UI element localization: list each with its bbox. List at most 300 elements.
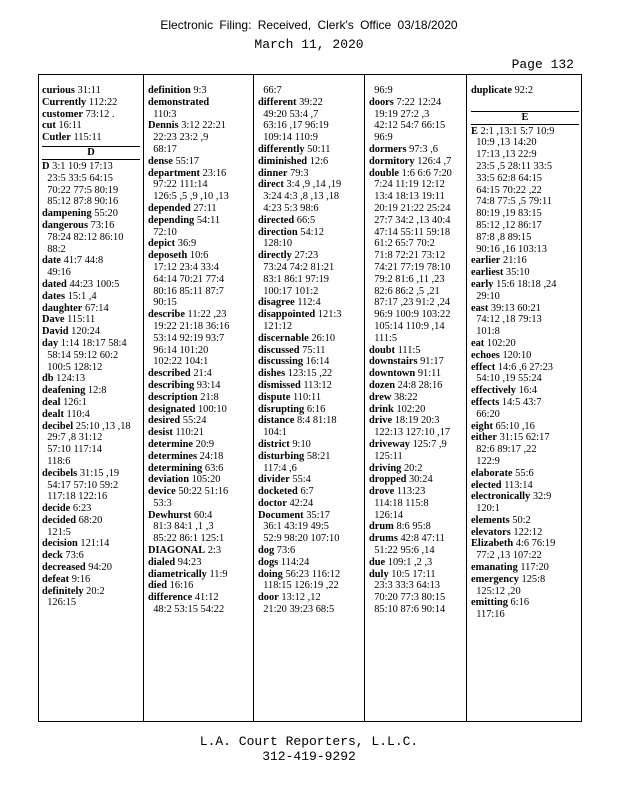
page-line-refs: 17:13 ,13 22:9 (471, 149, 537, 161)
index-entry (258, 238, 361, 250)
index-entry (471, 562, 579, 574)
page-line-refs: 102:20 (396, 403, 426, 415)
index-column-3 (258, 85, 361, 616)
page-line-refs: 87:17 ,23 91:2 ,24 (369, 297, 451, 309)
index-entry (258, 120, 361, 132)
page-line-refs: 66:20 (471, 408, 500, 420)
page-line-refs: 48:2 53:15 54:22 (148, 604, 225, 616)
index-word: effect (471, 361, 496, 373)
index-entry (148, 545, 250, 557)
page-line-refs: 79:2 81:6 ,11 ,23 (369, 273, 445, 285)
page-line-refs: 3:4 ,9 ,14 ,19 (286, 179, 342, 191)
index-entry (42, 173, 140, 185)
page-line-refs: 120:1 (471, 503, 500, 515)
index-entry (369, 238, 463, 250)
page-line-refs: 35:17 (306, 509, 330, 521)
page-line-refs: 91:17 (420, 356, 444, 368)
page-line-refs: 11:22 ,23 (187, 309, 227, 321)
index-entry (369, 427, 463, 439)
page-line-refs: 53:3 (148, 497, 172, 509)
page-line-refs: 94:20 (88, 562, 112, 574)
index-entry (369, 132, 463, 144)
index-word: directed (258, 214, 295, 226)
index-entry (258, 368, 361, 380)
index-word: double (369, 167, 400, 179)
index-entry (258, 179, 361, 191)
page-line-refs: 14:6 ,6 27:23 (497, 361, 553, 373)
index-entry (258, 580, 361, 592)
index-word: eat (471, 337, 485, 349)
index-entry (471, 597, 579, 609)
index-entry (369, 262, 463, 274)
page-line-refs: 6:16 (306, 403, 326, 415)
index-entry (258, 345, 361, 357)
page-line-refs: 66:5 (296, 214, 316, 226)
page-line-refs: 55:17 (175, 155, 200, 167)
index-entry (42, 597, 140, 609)
index-entry (42, 244, 140, 256)
index-entry (42, 538, 140, 550)
index-entry (42, 161, 140, 173)
index-entry (369, 309, 463, 321)
page-line-refs: 73:16 (90, 219, 115, 231)
index-word: emergency (471, 573, 519, 585)
page-line-refs: 58:14 59:12 60:2 (42, 349, 119, 361)
index-word: effectively (471, 385, 516, 397)
index-entry (148, 474, 250, 486)
index-word: customer (42, 108, 83, 120)
index-entry (471, 350, 579, 362)
index-word: driving (369, 462, 402, 474)
index-entry (148, 144, 250, 156)
index-entry (148, 109, 250, 121)
index-entry (42, 97, 140, 109)
index-entry (258, 356, 361, 368)
index-word: dinner (258, 167, 288, 179)
index-entry (369, 533, 463, 545)
index-entry (471, 173, 579, 185)
index-entry (148, 486, 250, 498)
index-entry (148, 286, 250, 298)
index-entry (471, 303, 579, 315)
page-line-refs: 1:6 6:6 7:20 (401, 167, 452, 179)
page-line-refs: 58:21 (306, 450, 331, 462)
page-line-refs: 110:4 (66, 408, 90, 420)
page-line-refs: 57:10 117:14 (42, 444, 102, 456)
page-line-refs: 111:5 (369, 332, 398, 344)
index-entry (42, 314, 140, 326)
page-line-refs: 115:11 (73, 132, 102, 144)
index-word: Dewhurst (148, 509, 192, 521)
index-entry (148, 238, 250, 250)
index-entry (148, 345, 250, 357)
index-entry (471, 267, 579, 279)
index-entry (148, 498, 250, 510)
index-entry (369, 297, 463, 309)
index-entry (42, 574, 140, 586)
page-number: Page 132 (511, 57, 574, 72)
index-word: duly (369, 568, 389, 580)
index-column-5 (471, 85, 579, 621)
index-word: elevators (471, 526, 511, 538)
page-line-refs: 120:24 (71, 326, 101, 338)
index-word: early (471, 278, 494, 290)
page-line-refs: 19:19 27:2 ,3 (369, 108, 430, 120)
index-entry (258, 498, 361, 510)
page-line-refs: 104:1 (258, 427, 287, 439)
page-line-refs: 110:21 (175, 427, 204, 439)
page-line-refs: 72:10 (148, 226, 177, 238)
page-line-refs: 11:9 (209, 568, 228, 580)
page-line-refs: 114:24 (280, 556, 310, 568)
index-entry (471, 432, 579, 444)
index-word: date (42, 255, 62, 267)
page-line-refs: 121:12 (258, 320, 293, 332)
page-line-refs: 27:11 (193, 202, 217, 214)
page-line-refs: 105:20 (191, 474, 221, 486)
index-word: depending (148, 214, 195, 226)
index-entry (369, 144, 463, 156)
page-line-refs: 9:10 (292, 438, 311, 450)
page-line-refs: 7:22 12:24 (396, 96, 442, 108)
page-line-refs: 12:8 (87, 385, 107, 397)
page-line-refs: 73:24 74:2 81:21 (258, 261, 335, 273)
index-entry (369, 569, 463, 581)
index-word: device (148, 486, 176, 498)
index-entry (369, 380, 463, 392)
page-line-refs: 68:17 (148, 143, 177, 155)
index-entry (471, 503, 579, 515)
page-line-refs: 55:6 (515, 467, 534, 479)
index-entry (471, 279, 579, 291)
page-line-refs: 126:14 (369, 509, 404, 521)
index-entry (258, 109, 361, 121)
page-line-refs: 96:14 101:20 (148, 344, 209, 356)
index-entry (471, 362, 579, 374)
page-line-refs: 105:14 110:9 ,14 (369, 320, 445, 332)
index-entry (148, 203, 250, 215)
index-word: eight (471, 420, 493, 432)
page-line-refs: 100:5 128:12 (42, 361, 103, 373)
index-entry (148, 120, 250, 132)
page-line-refs: 51:22 95:6 ,14 (369, 545, 435, 557)
column-divider (143, 75, 144, 721)
index-entry (42, 385, 140, 397)
index-word: doing (258, 568, 283, 580)
index-word: disagree (258, 297, 295, 309)
page-line-refs: 26:10 (311, 332, 336, 344)
page-line-refs: 91:11 (417, 368, 442, 380)
page-line-refs: 4:6 76:19 (515, 538, 556, 550)
index-entry (369, 274, 463, 286)
page-line-refs: 29:7 ,8 31:12 (42, 432, 103, 444)
index-word: Cutler (42, 132, 71, 144)
index-entry (42, 208, 140, 220)
index-entry (258, 286, 361, 298)
page-line-refs: 126:4 ,7 (417, 155, 452, 167)
page-line-refs: 90:16 ,16 103:13 (471, 243, 547, 255)
index-entry (369, 203, 463, 215)
index-word: docketed (258, 486, 298, 498)
page-line-refs: 128:10 (258, 238, 293, 250)
index-entry (148, 592, 250, 604)
page-line-refs: 20:19 21:22 25:24 (369, 202, 451, 214)
page-line-refs: 97:22 111:14 (148, 179, 208, 191)
index-entry (148, 227, 250, 239)
page-line-refs: 2:1 ,13:1 5:7 10:9 (480, 125, 555, 137)
index-entry (148, 250, 250, 262)
index-entry (471, 314, 579, 326)
index-column-4 (369, 85, 463, 616)
index-word: electronically (471, 491, 531, 503)
index-entry (471, 491, 579, 503)
page-line-refs: 54:10 ,19 55:24 (471, 373, 542, 385)
page-line-refs: 23:5 33:5 64:15 (42, 172, 114, 184)
index-word: downtown (369, 368, 416, 380)
page-line-refs: 27:7 34:2 ,13 40:4 (369, 214, 451, 226)
index-entry (42, 196, 140, 208)
index-word: dozen (369, 379, 395, 391)
index-entry (369, 168, 463, 180)
index-entry (471, 161, 579, 173)
index-word: doctor (258, 497, 287, 509)
page-line-refs: 35:10 (505, 267, 530, 279)
index-entry (369, 356, 463, 368)
page-line-refs: 36:9 (177, 238, 197, 250)
index-word: east (471, 302, 489, 314)
index-entry (148, 274, 250, 286)
index-word: determine (148, 438, 194, 450)
index-entry (258, 545, 361, 557)
index-word: Elizabeth (471, 538, 514, 550)
index-entry (42, 85, 140, 97)
page-line-refs: 122:12 (513, 526, 543, 538)
index-entry (258, 97, 361, 109)
index-word: decibel (42, 420, 74, 432)
page-line-refs: 6:23 (72, 503, 92, 515)
page-line-refs: 126:1 (63, 396, 87, 408)
index-entry (258, 297, 361, 309)
page-line-refs: 117:16 (471, 609, 505, 621)
page-line-refs: 117:4 ,6 (258, 462, 297, 474)
page-line-refs: 29:10 (471, 290, 500, 302)
index-entry (42, 409, 140, 421)
page-line-refs: 25:10 ,13 ,18 (75, 420, 131, 432)
index-entry (369, 521, 463, 533)
page-line-refs: 73:6 (276, 545, 296, 557)
index-entry (369, 592, 463, 604)
index-entry (471, 373, 579, 385)
page-line-refs: 77:2 ,13 107:22 (471, 550, 542, 562)
page-line-refs: 81:3 84:1 ,1 ,3 (148, 521, 214, 533)
index-entry (148, 451, 250, 463)
index-word: either (471, 432, 497, 444)
index-entry (369, 498, 463, 510)
page-line-refs: 41:12 (194, 592, 219, 604)
index-entry (258, 486, 361, 498)
index-entry (471, 137, 579, 149)
page-line-refs: 36:1 43:19 49:5 (258, 521, 330, 533)
index-word: difference (148, 592, 193, 604)
index-entry (148, 404, 250, 416)
index-entry (471, 97, 579, 109)
index-word: described (148, 368, 191, 380)
page-line-refs: 8:4 81:18 (296, 415, 337, 427)
index-entry (471, 338, 579, 350)
index-word: effects (471, 396, 500, 408)
index-entry (258, 463, 361, 475)
index-entry (42, 444, 140, 456)
index-entry (42, 185, 140, 197)
index-entry (471, 550, 579, 562)
index-word: dormers (369, 143, 407, 155)
index-entry (471, 421, 579, 433)
page-line-refs: 75:11 (302, 344, 326, 356)
index-word: echoes (471, 349, 500, 361)
index-word: decreased (42, 562, 86, 574)
page-line-refs: 83:1 86:1 97:19 (258, 273, 330, 285)
index-entry (258, 415, 361, 427)
page-line-refs: 16:16 (169, 580, 194, 592)
page-line-refs: 7:24 11:19 12:12 (369, 179, 445, 191)
index-entry (471, 326, 579, 338)
index-entry (471, 468, 579, 480)
page-line-refs: 93:14 (196, 379, 221, 391)
index-entry (42, 303, 140, 315)
page-line-refs: 125:12 ,20 (471, 585, 521, 597)
index-entry (42, 397, 140, 409)
page-line-refs: 121:14 (80, 538, 110, 550)
index-entry (258, 156, 361, 168)
index-word: discussed (258, 344, 300, 356)
index-entry (42, 480, 140, 492)
index-entry (258, 510, 361, 522)
index-entry (42, 279, 140, 291)
page-line-refs: 78:24 82:12 86:10 (42, 231, 124, 243)
index-word: disturbing (258, 450, 305, 462)
index-entry (258, 274, 361, 286)
page-line-refs: 94:23 (177, 556, 202, 568)
index-word: different (258, 96, 297, 108)
page-line-refs: 39:22 (299, 96, 323, 108)
index-word: diametrically (148, 568, 207, 580)
index-entry (258, 85, 361, 97)
index-word: describe (148, 309, 185, 321)
index-entry (471, 149, 579, 161)
index-entry (258, 569, 361, 581)
index-entry (148, 580, 250, 592)
page-line-refs: 55:24 (182, 415, 207, 427)
index-entry (258, 262, 361, 274)
page-line-refs: 100:10 (197, 403, 227, 415)
index-entry (42, 362, 140, 374)
index-entry (148, 557, 250, 569)
page-line-refs: 24:8 28:16 (397, 379, 443, 391)
index-word: depict (148, 238, 176, 250)
index-word: dishes (258, 368, 286, 380)
page-line-refs: 125:7 ,9 (412, 438, 447, 450)
page-line-refs: 125:11 (369, 450, 403, 462)
index-entry (369, 333, 463, 345)
index-word: duplicate (471, 85, 512, 96)
index-entry (148, 427, 250, 439)
page-line-refs: 114:18 115:8 (369, 497, 429, 509)
index-entry (148, 569, 250, 581)
index-entry (42, 120, 140, 132)
index-word: decided (42, 514, 77, 526)
page-line-refs: 96:9 100:9 103:22 (369, 309, 451, 321)
index-word: dormitory (369, 155, 415, 167)
index-word: emanating (471, 562, 518, 574)
page-line-refs: 17:12 23:4 33:4 (148, 261, 220, 273)
index-entry (42, 456, 140, 468)
index-entry (471, 480, 579, 492)
index-entry (471, 196, 579, 208)
index-entry (148, 85, 250, 97)
page-line-refs: 87:8 ,8 89:15 (471, 231, 532, 243)
index-word: district (258, 438, 290, 450)
page-line-refs: 6:7 (300, 486, 314, 498)
index-entry (258, 521, 361, 533)
page-line-refs: 1:14 18:17 58:4 (60, 337, 127, 349)
page-line-refs: 10:6 (189, 250, 209, 262)
index-entry (148, 262, 250, 274)
index-word: definitely (42, 585, 84, 597)
index-word: directly (258, 250, 292, 262)
index-word: differently (258, 143, 305, 155)
index-entry (258, 168, 361, 180)
index-word: emitting (471, 597, 508, 609)
index-entry (148, 168, 250, 180)
page-line-refs: 31:15 62:17 (499, 432, 550, 444)
page-line-refs: 8:6 95:8 (396, 521, 431, 533)
page-line-refs: 12:6 (309, 155, 329, 167)
index-word: D (42, 160, 50, 172)
page-line-refs: 53:14 92:19 93:7 (148, 332, 225, 344)
page-line-refs: 30:24 (408, 474, 433, 486)
index-entry (42, 491, 140, 503)
index-entry (369, 179, 463, 191)
index-entry (148, 215, 250, 227)
index-entry (258, 333, 361, 345)
index-entry (258, 439, 361, 451)
page-line-refs: 74:21 77:19 78:10 (369, 261, 451, 273)
filing-header: Electronic Filing: Received, Clerk's Office 03/18/2020 (160, 18, 458, 32)
index-entry (369, 463, 463, 475)
page-line-refs: 117:20 (520, 562, 549, 574)
page-line-refs: 14:5 43:7 (501, 396, 542, 408)
index-word: dealt (42, 408, 64, 420)
index-entry (148, 309, 250, 321)
index-entry (471, 232, 579, 244)
index-word: desired (148, 415, 181, 427)
index-entry (148, 356, 250, 368)
page-line-refs: 118:15 126:19 ,22 (258, 580, 339, 592)
index-entry (42, 515, 140, 527)
index-entry (148, 333, 250, 345)
section-letter: E (471, 111, 579, 125)
index-word: dogs (258, 556, 279, 568)
index-entry (258, 451, 361, 463)
index-entry (369, 545, 463, 557)
page-line-refs: 3:12 22:21 (181, 120, 226, 132)
page-line-refs: 55:4 (292, 474, 311, 486)
index-entry (42, 255, 140, 267)
index-word: describing (148, 379, 195, 391)
index-entry (471, 185, 579, 197)
page-line-refs: 9:16 (71, 573, 91, 585)
page-line-refs: 2:3 (207, 545, 222, 557)
